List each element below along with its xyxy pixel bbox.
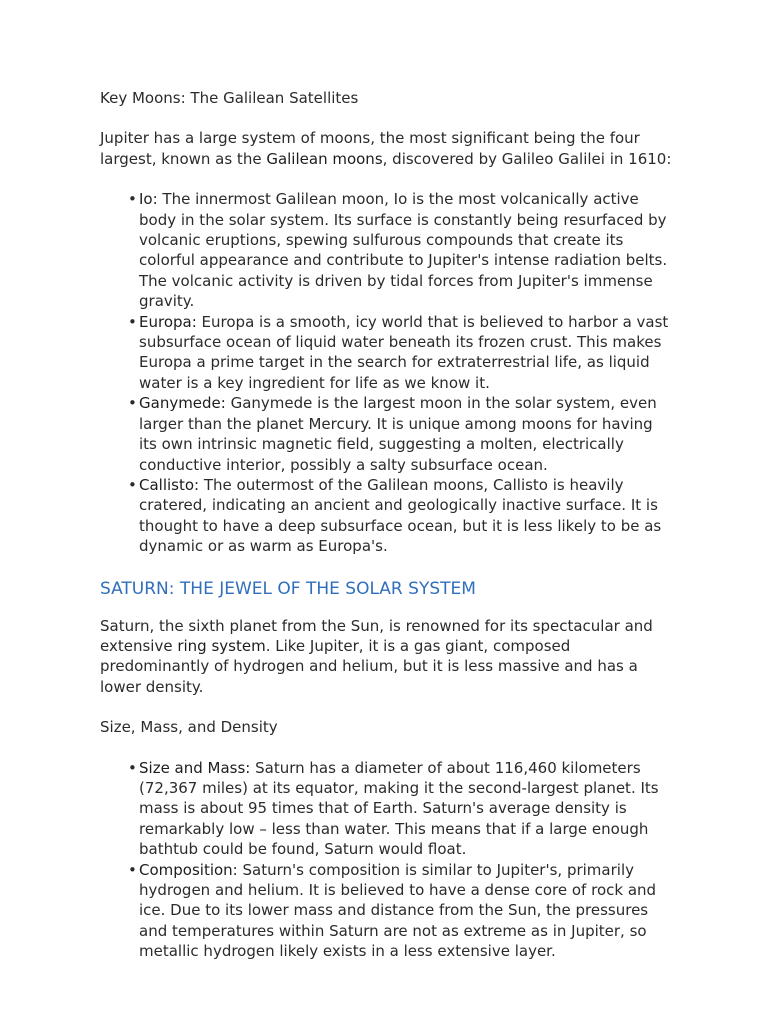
list-item-size-mass	[128, 758, 672, 860]
size-mass-density-subhead: Size, Mass, and Density	[100, 718, 278, 737]
callisto-term: Callisto:	[139, 475, 200, 494]
list-item-io	[128, 189, 672, 311]
bullet-dot: •	[128, 860, 137, 879]
list-item-ganymede	[128, 393, 672, 475]
io-description: The innermost Galilean moon, Io is the most volcanically active body in the solar system. Its surface is constantly being resurfaced by volcanic eruptions, spewing sulfurous compounds that create its colorful appearance and contribute to Jupiter's intense radiation belts. The volcanic activity is driven by tidal forces from Jupiter's immense gravity.	[139, 190, 668, 311]
ganymede-description: Ganymede is the largest moon in the solar system, even larger than the planet Mercury. It is unique among moons for having its own intrinsic magnetic field, suggesting a molten, electrically conductive interior, possibly a salty subsurface ocean.	[139, 394, 657, 474]
io-term: Io:	[139, 190, 158, 209]
composition-description: Saturn's composition is similar to Jupiter's, primarily hydrogen and helium. It is believed to have a dense core of rock and ice. Due to its lower mass and distance from the Sun, the pressures and temperatures within Saturn are not as extreme as in Jupiter, so metallic hydrogen likely exists in a less extensive layer.	[139, 860, 657, 961]
europa-term: Europa:	[139, 312, 197, 331]
list-item-europa	[128, 312, 672, 394]
saturn-heading: SATURN: THE JEWEL OF THE SOLAR SYSTEM	[100, 578, 476, 599]
bullet-dot: •	[128, 394, 137, 413]
galilean-intro	[100, 128, 672, 169]
galilean-moons-list	[100, 189, 672, 556]
galilean-subhead: Key Moons: The Galilean Satellites	[100, 89, 359, 107]
saturn-intro	[100, 616, 672, 698]
saturn-intro-text-start: Saturn, the sixth planet from the Sun, is renowned for its spectacular and extensive	[100, 616, 653, 655]
saturn-intro-text-end: . Like Jupiter, it is a gas giant, composed predominantly of hydrogen and helium, but it is less massive and has a lower density.	[100, 636, 638, 696]
bullet-dot: •	[128, 758, 137, 777]
ring-system-term: ring system	[177, 636, 266, 655]
saturn-facts-list	[100, 758, 672, 962]
list-item-callisto	[128, 475, 672, 557]
bullet-dot: •	[128, 312, 137, 331]
ganymede-term: Ganymede:	[139, 394, 226, 413]
bullet-dot: •	[128, 475, 137, 494]
size-mass-description: Saturn has a diameter of about 116,460 kilometers (72,367 miles) at its equator, making it the second-largest planet. Its mass is about 95 times that of Earth. Saturn's average density is remarkably low – less than water. This means that if a large enough bathtub could be found, Saturn would float.	[139, 758, 659, 859]
galilean-intro-text-start: Jupiter has a large system of moons, the most significant being the four largest, known as the	[100, 129, 640, 168]
galilean-moons-term: Galilean moons	[266, 149, 383, 168]
composition-term: Composition:	[139, 860, 238, 879]
europa-description: Europa is a smooth, icy world that is believed to harbor a vast subsurface ocean of liquid water beneath its frozen crust. This makes Europa a prime target in the search for extraterrestrial life, as liquid water is a key ingredient for life as we know it.	[139, 312, 669, 392]
list-item-composition	[128, 860, 672, 962]
bullet-dot: •	[128, 190, 137, 209]
size-mass-term: Size and Mass:	[139, 758, 251, 777]
callisto-description: The outermost of the Galilean moons, Callisto is heavily cratered, indicating an ancient and geologically inactive surface. It is thought to have a deep subsurface ocean, but it is less likely to be as dynamic or as warm as Europa's.	[139, 475, 662, 556]
galilean-intro-text-end: , discovered by Galileo Galilei in 1610:	[382, 149, 672, 168]
